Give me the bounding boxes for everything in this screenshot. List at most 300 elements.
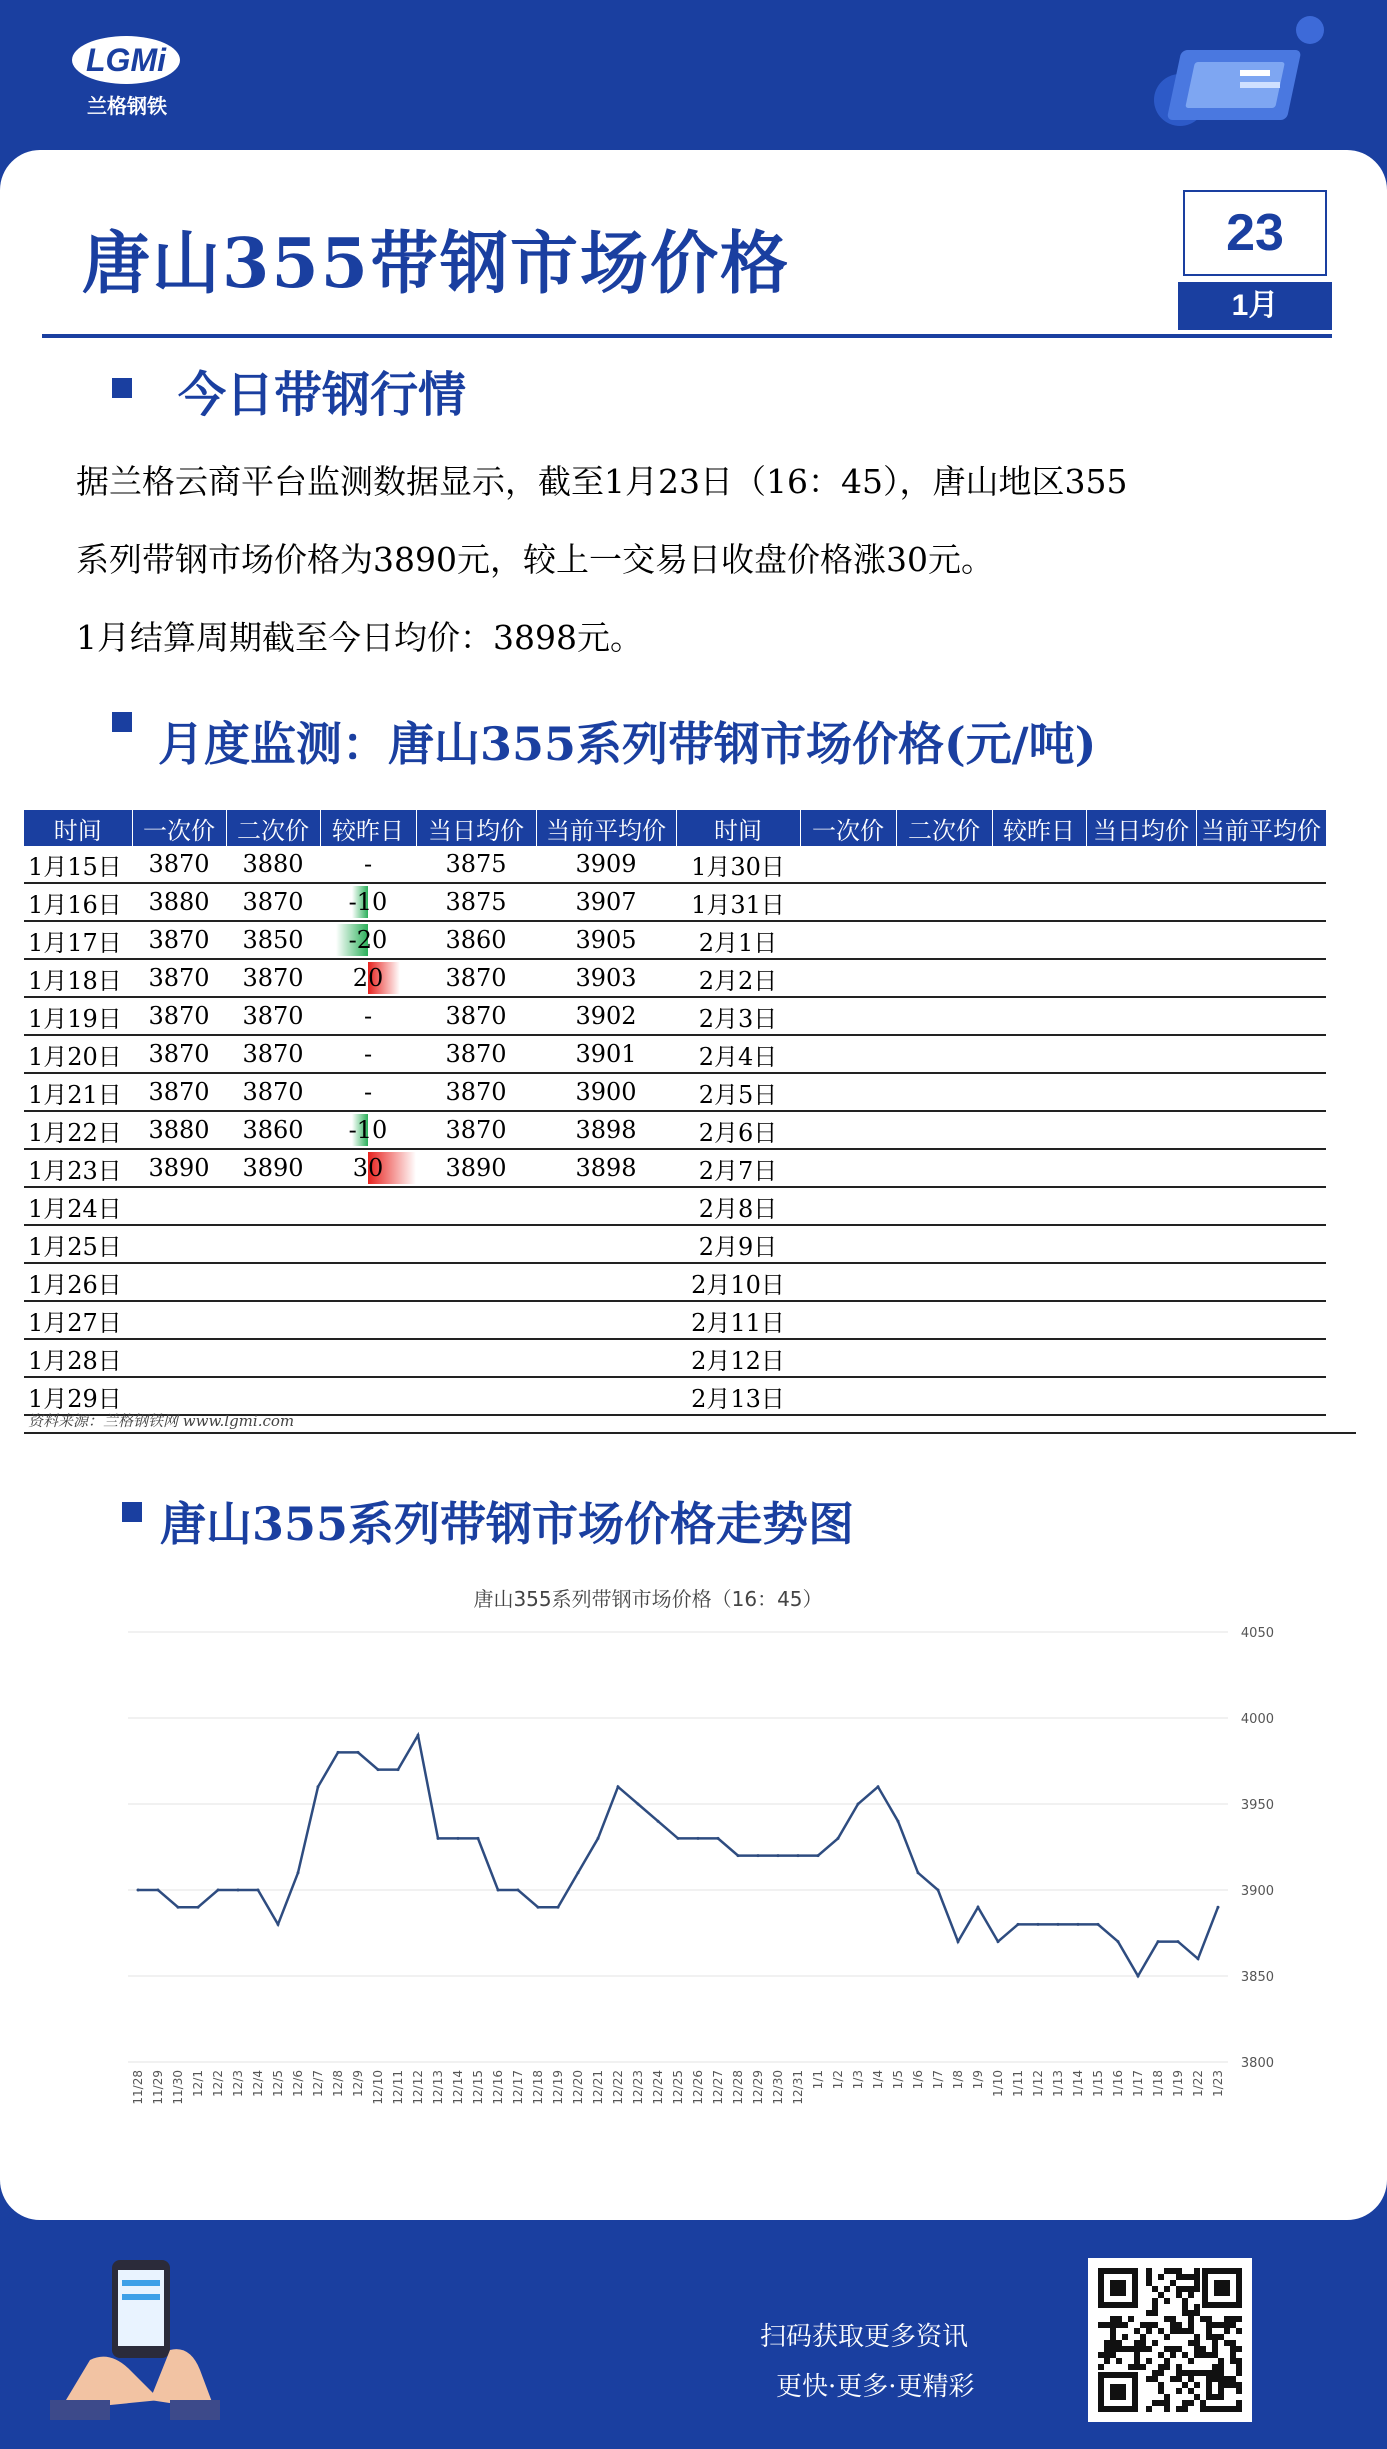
qr-module bbox=[1200, 2406, 1206, 2412]
x-tick-label: 1/23 bbox=[1211, 2070, 1225, 2097]
qr-module bbox=[1116, 2340, 1122, 2346]
qr-module bbox=[1134, 2328, 1140, 2334]
qr-module bbox=[1182, 2286, 1188, 2292]
qr-module bbox=[1116, 2322, 1122, 2328]
table-cell bbox=[992, 1339, 1086, 1377]
qr-module bbox=[1134, 2352, 1140, 2358]
table-cell bbox=[800, 921, 896, 959]
col-header: 时间 bbox=[676, 810, 800, 846]
qr-module bbox=[1188, 2340, 1194, 2346]
qr-module bbox=[1188, 2286, 1194, 2292]
data-point bbox=[697, 1837, 700, 1840]
table-cell bbox=[320, 959, 416, 997]
table-cell bbox=[1086, 1149, 1196, 1187]
qr-module bbox=[1236, 2370, 1242, 2376]
table-cell: 2月10日 bbox=[676, 1263, 800, 1301]
qr-module bbox=[1110, 2328, 1116, 2334]
qr-module bbox=[1212, 2406, 1218, 2412]
table-cell bbox=[800, 1225, 896, 1263]
qr-module bbox=[1212, 2376, 1218, 2382]
qr-module bbox=[1164, 2286, 1170, 2292]
data-point bbox=[137, 1889, 140, 1892]
data-point bbox=[657, 1820, 660, 1823]
table-cell bbox=[1086, 1035, 1196, 1073]
qr-module bbox=[1206, 2376, 1212, 2382]
data-point bbox=[797, 1854, 800, 1857]
qr-module bbox=[1134, 2364, 1140, 2370]
qr-module bbox=[1218, 2334, 1224, 2340]
tech-illustration bbox=[1120, 10, 1350, 160]
data-point bbox=[957, 1940, 960, 1943]
table-cell bbox=[320, 846, 416, 883]
x-tick-label: 12/20 bbox=[571, 2070, 585, 2105]
qr-module bbox=[1218, 2364, 1224, 2370]
qr-module bbox=[1176, 2364, 1182, 2370]
qr-module bbox=[1146, 2274, 1152, 2280]
date-month: 1月 bbox=[1178, 282, 1332, 330]
table-cell bbox=[896, 921, 992, 959]
qr-module bbox=[1182, 2304, 1188, 2310]
source-rule bbox=[24, 1432, 1356, 1434]
data-point bbox=[1037, 1923, 1040, 1926]
table-cell bbox=[1086, 1377, 1196, 1415]
col-header: 一次价 bbox=[800, 810, 896, 846]
col-header: 一次价 bbox=[132, 810, 226, 846]
qr-module bbox=[1230, 2316, 1236, 2322]
x-tick-label: 1/1 bbox=[811, 2070, 825, 2090]
col-header: 二次价 bbox=[226, 810, 320, 846]
qr-module bbox=[1218, 2394, 1224, 2400]
qr-module bbox=[1140, 2364, 1146, 2370]
data-point bbox=[1097, 1923, 1100, 1926]
x-tick-label: 1/22 bbox=[1191, 2070, 1205, 2097]
qr-module bbox=[1164, 2316, 1170, 2322]
qr-module bbox=[1152, 2376, 1158, 2382]
table-cell bbox=[992, 1149, 1086, 1187]
qr-module bbox=[1146, 2322, 1152, 2328]
table-cell bbox=[992, 1377, 1086, 1415]
qr-module bbox=[1188, 2388, 1194, 2394]
data-point bbox=[997, 1940, 1000, 1943]
table-cell bbox=[992, 1111, 1086, 1149]
table-row bbox=[24, 1073, 1326, 1111]
x-tick-label: 1/11 bbox=[1011, 2070, 1025, 2097]
x-tick-label: 1/16 bbox=[1111, 2070, 1125, 2097]
x-tick-label: 1/15 bbox=[1091, 2070, 1105, 2097]
qr-module bbox=[1212, 2394, 1218, 2400]
x-tick-label: 12/5 bbox=[271, 2070, 285, 2097]
qr-module bbox=[1224, 2328, 1230, 2334]
x-tick-label: 11/28 bbox=[131, 2070, 145, 2105]
data-point bbox=[1197, 1957, 1200, 1960]
qr-module bbox=[1194, 2304, 1200, 2310]
table-cell bbox=[320, 921, 416, 959]
table-cell: 3880 bbox=[226, 846, 320, 883]
qr-module bbox=[1194, 2340, 1200, 2346]
x-tick-label: 1/9 bbox=[971, 2070, 985, 2090]
x-tick-label: 1/18 bbox=[1151, 2070, 1165, 2097]
qr-module bbox=[1176, 2268, 1182, 2274]
table-cell bbox=[536, 1301, 676, 1339]
logo-mark: LGMi bbox=[72, 36, 180, 84]
table-cell: 2月12日 bbox=[676, 1339, 800, 1377]
table-cell bbox=[896, 1073, 992, 1111]
qr-module bbox=[1212, 2352, 1218, 2358]
table-cell: 3898 bbox=[536, 1111, 676, 1149]
table-cell bbox=[536, 1377, 676, 1415]
data-point bbox=[717, 1837, 720, 1840]
qr-module bbox=[1188, 2292, 1194, 2298]
qr-finder bbox=[1214, 2280, 1230, 2296]
x-tick-label: 12/25 bbox=[671, 2070, 685, 2105]
col-header: 二次价 bbox=[896, 810, 992, 846]
table-cell bbox=[800, 997, 896, 1035]
table-cell bbox=[132, 1187, 226, 1225]
qr-module bbox=[1104, 2346, 1110, 2352]
table-cell bbox=[320, 997, 416, 1035]
data-point bbox=[177, 1906, 180, 1909]
data-point bbox=[917, 1871, 920, 1874]
qr-module bbox=[1110, 2322, 1116, 2328]
qr-module bbox=[1122, 2346, 1128, 2352]
table-cell: 1月29日 bbox=[24, 1377, 132, 1415]
table-cell bbox=[416, 1225, 536, 1263]
qr-module bbox=[1200, 2346, 1206, 2352]
data-point bbox=[897, 1820, 900, 1823]
qr-module bbox=[1158, 2328, 1164, 2334]
qr-module bbox=[1158, 2274, 1164, 2280]
table-cell: 2月9日 bbox=[676, 1225, 800, 1263]
table-cell bbox=[536, 1225, 676, 1263]
table-cell bbox=[896, 883, 992, 921]
section1-title: 今日带钢行情 bbox=[178, 367, 467, 423]
table-cell bbox=[896, 1149, 992, 1187]
qr-module bbox=[1194, 2334, 1200, 2340]
qr-module bbox=[1194, 2310, 1200, 2316]
data-point bbox=[477, 1837, 480, 1840]
section2-title: 月度监测：唐山355系列带钢市场价格(元/吨) bbox=[158, 717, 1097, 771]
table-cell bbox=[1086, 846, 1196, 883]
data-point bbox=[817, 1854, 820, 1857]
table-cell bbox=[992, 959, 1086, 997]
qr-module bbox=[1164, 2364, 1170, 2370]
qr-module bbox=[1152, 2298, 1158, 2304]
qr-module bbox=[1128, 2364, 1134, 2370]
qr-module bbox=[1158, 2388, 1164, 2394]
x-tick-label: 12/8 bbox=[331, 2070, 345, 2097]
table-cell: 2月3日 bbox=[676, 997, 800, 1035]
table-cell bbox=[896, 1035, 992, 1073]
table-cell: 3900 bbox=[536, 1073, 676, 1111]
table-row bbox=[24, 959, 1326, 997]
table-cell bbox=[896, 1377, 992, 1415]
qr-module bbox=[1188, 2274, 1194, 2280]
table-cell: 1月16日 bbox=[24, 883, 132, 921]
qr-module bbox=[1218, 2382, 1224, 2388]
table-cell: 3875 bbox=[416, 883, 536, 921]
table-cell bbox=[320, 1187, 416, 1225]
table-cell bbox=[1086, 1111, 1196, 1149]
qr-code[interactable] bbox=[1088, 2258, 1252, 2422]
qr-module bbox=[1152, 2286, 1158, 2292]
table-cell: 3870 bbox=[132, 997, 226, 1035]
x-tick-label: 12/29 bbox=[751, 2070, 765, 2105]
table-cell bbox=[992, 1263, 1086, 1301]
qr-module bbox=[1230, 2352, 1236, 2358]
qr-module bbox=[1170, 2322, 1176, 2328]
x-tick-label: 12/16 bbox=[491, 2070, 505, 2105]
summary-line-3: 1月结算周期截至今日均价：3898元。 bbox=[76, 618, 643, 657]
qr-module bbox=[1236, 2316, 1242, 2322]
table-cell bbox=[1196, 883, 1326, 921]
data-point bbox=[377, 1768, 380, 1771]
table-cell bbox=[896, 997, 992, 1035]
table-cell: 3880 bbox=[132, 883, 226, 921]
x-tick-label: 12/10 bbox=[371, 2070, 385, 2105]
qr-module bbox=[1164, 2406, 1170, 2412]
qr-module bbox=[1206, 2370, 1212, 2376]
data-source: 资料来源：兰格钢铁网 www.lgmi.com bbox=[28, 1412, 295, 1430]
x-tick-label: 1/10 bbox=[991, 2070, 1005, 2097]
table-cell: 3870 bbox=[416, 1035, 536, 1073]
qr-module bbox=[1224, 2382, 1230, 2388]
x-tick-label: 11/30 bbox=[171, 2070, 185, 2105]
data-point bbox=[937, 1889, 940, 1892]
qr-module bbox=[1218, 2406, 1224, 2412]
table-row bbox=[24, 1187, 1326, 1225]
x-tick-label: 12/9 bbox=[351, 2070, 365, 2097]
data-point bbox=[517, 1889, 520, 1892]
qr-module bbox=[1188, 2358, 1194, 2364]
qr-module bbox=[1206, 2352, 1212, 2358]
y-tick-label: 3900 bbox=[1240, 1884, 1274, 1899]
data-point bbox=[157, 1889, 160, 1892]
x-tick-label: 1/3 bbox=[851, 2070, 865, 2090]
x-tick-label: 12/7 bbox=[311, 2070, 325, 2097]
qr-module bbox=[1146, 2280, 1152, 2286]
table-cell: 3870 bbox=[132, 959, 226, 997]
table-cell bbox=[1086, 997, 1196, 1035]
qr-module bbox=[1206, 2322, 1212, 2328]
qr-module bbox=[1176, 2388, 1182, 2394]
qr-module bbox=[1170, 2268, 1176, 2274]
table-cell: 1月23日 bbox=[24, 1149, 132, 1187]
table-cell: 3870 bbox=[226, 959, 320, 997]
x-tick-label: 12/17 bbox=[511, 2070, 525, 2105]
table-cell bbox=[1196, 1187, 1326, 1225]
footer-line-1: 扫码获取更多资讯 bbox=[760, 2322, 969, 2352]
table-cell bbox=[800, 1035, 896, 1073]
qr-code-icon bbox=[1088, 2258, 1252, 2422]
col-header: 当日均价 bbox=[1086, 810, 1196, 846]
x-tick-label: 12/22 bbox=[611, 2070, 625, 2105]
data-point bbox=[437, 1837, 440, 1840]
table-cell bbox=[132, 1301, 226, 1339]
table-cell bbox=[536, 1187, 676, 1225]
qr-module bbox=[1194, 2274, 1200, 2280]
table-cell: 1月17日 bbox=[24, 921, 132, 959]
qr-module bbox=[1206, 2406, 1212, 2412]
qr-module bbox=[1230, 2340, 1236, 2346]
table-cell bbox=[226, 1263, 320, 1301]
qr-module bbox=[1110, 2340, 1116, 2346]
table-cell: 3903 bbox=[536, 959, 676, 997]
change-value: - bbox=[363, 1002, 373, 1030]
x-tick-label: 12/3 bbox=[231, 2070, 245, 2097]
x-tick-label: 1/19 bbox=[1171, 2070, 1185, 2097]
qr-finder bbox=[1110, 2384, 1126, 2400]
qr-module bbox=[1170, 2376, 1176, 2382]
qr-module bbox=[1194, 2280, 1200, 2286]
data-point bbox=[837, 1837, 840, 1840]
table-cell: 3870 bbox=[416, 1073, 536, 1111]
table-cell: 1月24日 bbox=[24, 1187, 132, 1225]
section3-title: 唐山355系列带钢市场价格走势图 bbox=[160, 1497, 855, 1551]
col-header: 当前平均价 bbox=[1196, 810, 1326, 846]
table-cell bbox=[1086, 1339, 1196, 1377]
qr-module bbox=[1236, 2358, 1242, 2364]
qr-module bbox=[1194, 2382, 1200, 2388]
qr-module bbox=[1098, 2364, 1104, 2370]
qr-module bbox=[1236, 2328, 1242, 2334]
table-cell: 1月31日 bbox=[676, 883, 800, 921]
qr-module bbox=[1116, 2358, 1122, 2364]
qr-module bbox=[1206, 2394, 1212, 2400]
qr-module bbox=[1194, 2370, 1200, 2376]
data-point bbox=[1057, 1923, 1060, 1926]
qr-module bbox=[1164, 2346, 1170, 2352]
table-cell bbox=[896, 1301, 992, 1339]
table-cell bbox=[320, 1073, 416, 1111]
qr-module bbox=[1152, 2340, 1158, 2346]
qr-module bbox=[1224, 2322, 1230, 2328]
table-cell bbox=[416, 1263, 536, 1301]
qr-module bbox=[1230, 2322, 1236, 2328]
table-cell bbox=[896, 1263, 992, 1301]
x-tick-label: 12/27 bbox=[711, 2070, 725, 2105]
qr-module bbox=[1158, 2382, 1164, 2388]
table-cell bbox=[320, 1111, 416, 1149]
table-cell bbox=[132, 1339, 226, 1377]
table-cell bbox=[320, 1301, 416, 1339]
qr-module bbox=[1152, 2304, 1158, 2310]
section-bullet-icon bbox=[122, 1502, 142, 1522]
qr-module bbox=[1182, 2328, 1188, 2334]
qr-module bbox=[1146, 2328, 1152, 2334]
table-row bbox=[24, 846, 1326, 883]
qr-module bbox=[1182, 2406, 1188, 2412]
table-cell bbox=[800, 1301, 896, 1339]
table-row bbox=[24, 883, 1326, 921]
table-cell: 1月22日 bbox=[24, 1111, 132, 1149]
qr-module bbox=[1164, 2334, 1170, 2340]
table-cell: 3870 bbox=[132, 1035, 226, 1073]
x-tick-label: 12/12 bbox=[411, 2070, 425, 2105]
col-header: 时间 bbox=[24, 810, 132, 846]
table-cell bbox=[992, 846, 1086, 883]
data-point bbox=[197, 1906, 200, 1909]
table-cell bbox=[1086, 1187, 1196, 1225]
table-cell bbox=[800, 1263, 896, 1301]
table-cell: 2月6日 bbox=[676, 1111, 800, 1149]
qr-module bbox=[1176, 2370, 1182, 2376]
table-cell bbox=[416, 1377, 536, 1415]
y-tick-label: 3800 bbox=[1240, 2056, 1274, 2071]
table-cell: 2月1日 bbox=[676, 921, 800, 959]
x-tick-label: 1/12 bbox=[1031, 2070, 1045, 2097]
qr-module bbox=[1134, 2340, 1140, 2346]
table-cell bbox=[992, 1035, 1086, 1073]
qr-module bbox=[1170, 2352, 1176, 2358]
data-point bbox=[297, 1871, 300, 1874]
qr-module bbox=[1182, 2382, 1188, 2388]
data-point bbox=[597, 1837, 600, 1840]
qr-module bbox=[1212, 2364, 1218, 2370]
qr-module bbox=[1218, 2388, 1224, 2394]
table-cell bbox=[1196, 1263, 1326, 1301]
qr-module bbox=[1164, 2400, 1170, 2406]
table-cell: 3907 bbox=[536, 883, 676, 921]
table-cell: 3870 bbox=[416, 959, 536, 997]
qr-module bbox=[1098, 2352, 1104, 2358]
qr-module bbox=[1158, 2352, 1164, 2358]
x-tick-label: 1/14 bbox=[1071, 2070, 1085, 2097]
x-tick-label: 12/26 bbox=[691, 2070, 705, 2105]
data-point bbox=[757, 1854, 760, 1857]
qr-module bbox=[1206, 2388, 1212, 2394]
qr-module bbox=[1218, 2322, 1224, 2328]
x-tick-label: 12/13 bbox=[431, 2070, 445, 2105]
table-cell: 2月4日 bbox=[676, 1035, 800, 1073]
table-cell: 3870 bbox=[416, 1111, 536, 1149]
qr-module bbox=[1140, 2346, 1146, 2352]
table-cell bbox=[1086, 883, 1196, 921]
table-cell bbox=[1196, 846, 1326, 883]
table-cell bbox=[800, 883, 896, 921]
chart-title: 唐山355系列带钢市场价格（16：45） bbox=[473, 1587, 823, 1611]
table-cell bbox=[536, 1263, 676, 1301]
table-cell bbox=[1196, 1073, 1326, 1111]
table-row bbox=[24, 1149, 1326, 1187]
table-cell bbox=[1086, 1263, 1196, 1301]
table-cell: 3905 bbox=[536, 921, 676, 959]
table-cell: 3870 bbox=[132, 921, 226, 959]
qr-module bbox=[1140, 2340, 1146, 2346]
table-cell bbox=[896, 846, 992, 883]
table-cell bbox=[800, 959, 896, 997]
qr-module bbox=[1200, 2370, 1206, 2376]
qr-module bbox=[1176, 2406, 1182, 2412]
data-point bbox=[1017, 1923, 1020, 1926]
qr-module bbox=[1206, 2382, 1212, 2388]
data-point bbox=[577, 1871, 580, 1874]
data-point bbox=[617, 1785, 620, 1788]
qr-module bbox=[1110, 2334, 1116, 2340]
table-cell: 3860 bbox=[416, 921, 536, 959]
qr-module bbox=[1104, 2352, 1110, 2358]
data-point bbox=[277, 1923, 280, 1926]
table-cell: 3870 bbox=[132, 1073, 226, 1111]
col-header: 当前平均价 bbox=[536, 810, 676, 846]
table-cell: 1月26日 bbox=[24, 1263, 132, 1301]
table-cell: 1月21日 bbox=[24, 1073, 132, 1111]
table-cell: 3902 bbox=[536, 997, 676, 1035]
x-tick-label: 1/17 bbox=[1131, 2070, 1145, 2097]
x-tick-label: 1/5 bbox=[891, 2070, 905, 2090]
table-cell: 1月20日 bbox=[24, 1035, 132, 1073]
table-cell: 3860 bbox=[226, 1111, 320, 1149]
col-header: 当日均价 bbox=[416, 810, 536, 846]
